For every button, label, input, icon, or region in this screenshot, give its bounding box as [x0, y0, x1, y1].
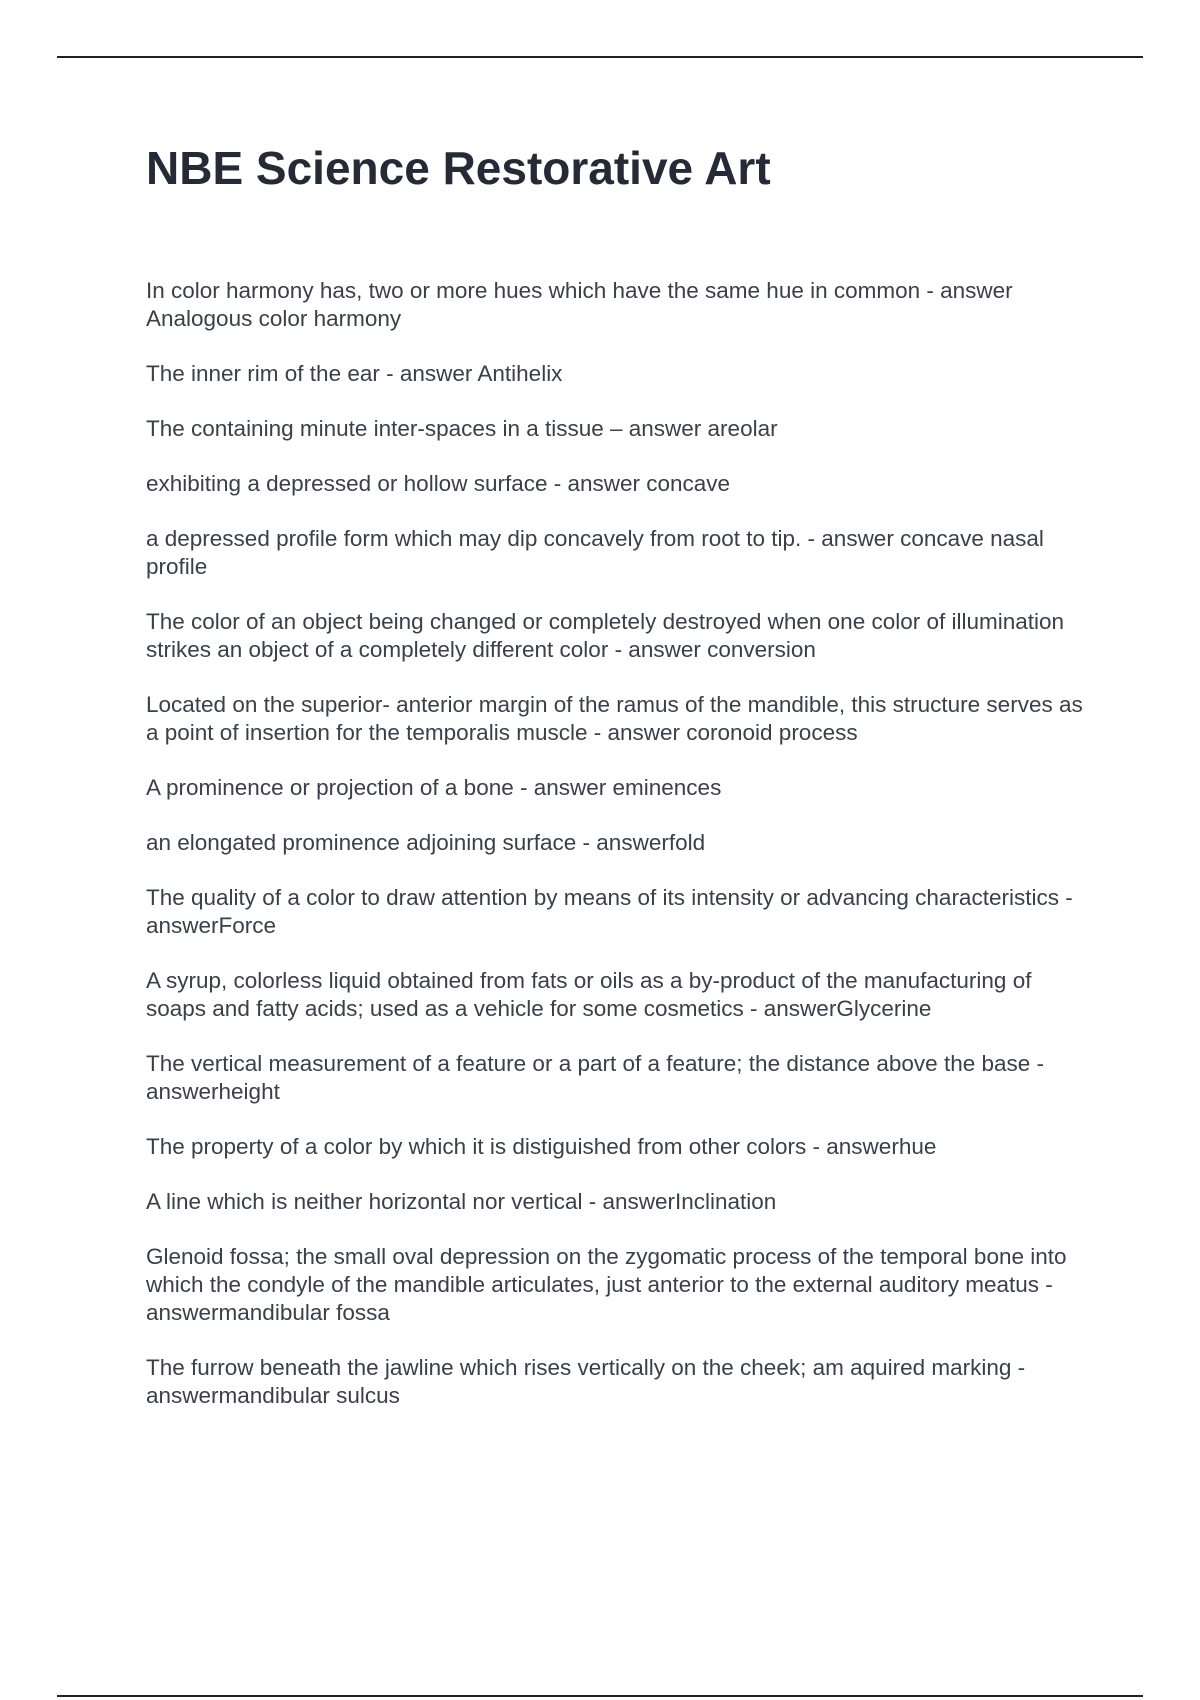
bottom-divider	[57, 1695, 1143, 1697]
qa-item-10: The quality of a color to draw attention by means of its intensity or advancing characteristics - answerForce	[146, 885, 1073, 938]
top-divider	[57, 56, 1143, 58]
qa-item-13: The property of a color by which it is distiguished from other colors - answerhue	[146, 1134, 937, 1159]
qa-item-4: exhibiting a depressed or hollow surface - answer concave	[146, 471, 731, 496]
qa-item-11: A syrup, colorless liquid obtained from fats or oils as a by-product of the manufacturing of soaps and fatty acids; used as a vehicle for some cosmetics - answerGlycerine	[146, 968, 1032, 1021]
qa-item-15: Glenoid fossa; the small oval depression on the zygomatic process of the temporal bone into which the condyle of the mandible articulates, just anterior to the external auditory meatus - answermandibular fossa	[146, 1244, 1067, 1325]
qa-item-9: an elongated prominence adjoining surface - answerfold	[146, 830, 706, 855]
document-body	[146, 140, 1086, 1437]
qa-item-16: The furrow beneath the jawline which rises vertically on the cheek; am aquired marking - answermandibular sulcus	[146, 1355, 1026, 1408]
question-answer-list	[146, 277, 1086, 1410]
qa-item-6: The color of an object being changed or completely destroyed when one color of illumination strikes an object of a completely different color - answer conversion	[146, 609, 1065, 662]
qa-item-8: A prominence or projection of a bone - answer eminences	[146, 775, 722, 800]
qa-item-12: The vertical measurement of a feature or a part of a feature; the distance above the base - answerheight	[146, 1051, 1045, 1104]
qa-item-1: In color harmony has, two or more hues which have the same hue in common - answer Analogous color harmony	[146, 278, 1013, 331]
qa-item-3: The containing minute inter-spaces in a tissue – answer areolar	[146, 416, 778, 441]
qa-item-7: Located on the superior- anterior margin of the ramus of the mandible, this structure serves as a point of insertion for the temporalis muscle - answer coronoid process	[146, 692, 1083, 745]
qa-item-5: a depressed profile form which may dip concavely from root to tip. - answer concave nasal profile	[146, 526, 1044, 579]
qa-item-2: The inner rim of the ear - answer Antihelix	[146, 361, 563, 386]
page-title: NBE Science Restorative Art	[146, 142, 771, 194]
qa-item-14: A line which is neither horizontal nor vertical - answerInclination	[146, 1189, 777, 1214]
